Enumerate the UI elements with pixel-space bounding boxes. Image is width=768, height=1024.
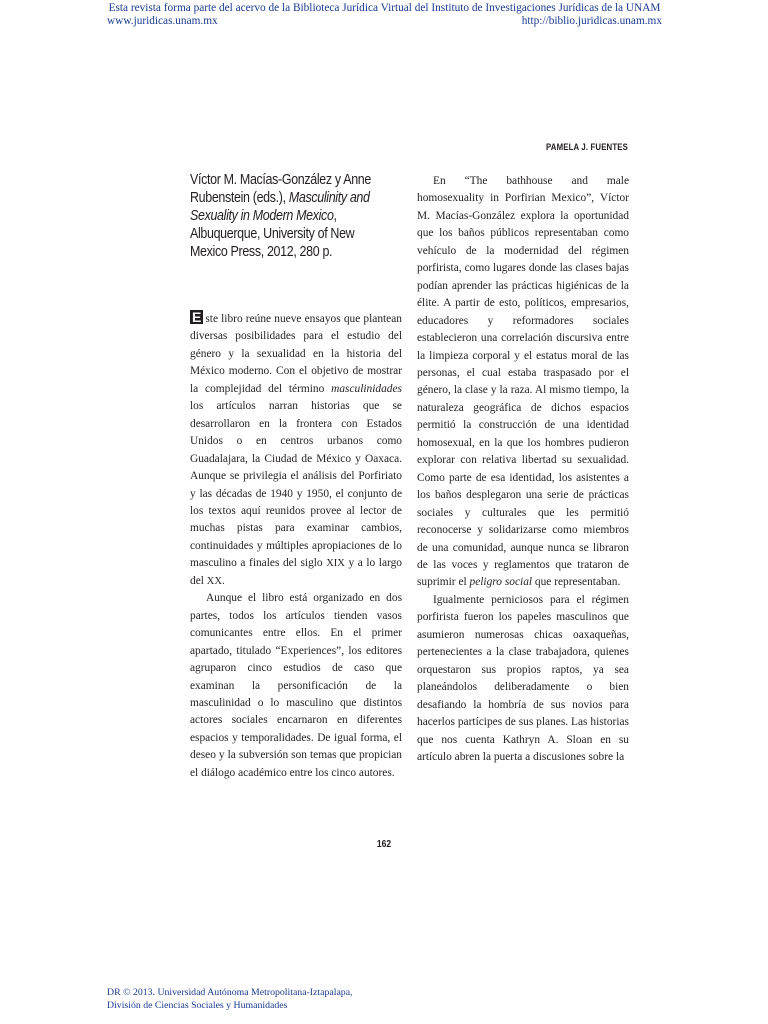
italic-term: peligro social: [469, 576, 533, 589]
footer-line-1: DR © 2013. Universidad Autónoma Metropolitana-Iztapalapa,: [107, 987, 353, 998]
left-column: [190, 310, 402, 782]
text-run: .: [221, 574, 225, 587]
book-publication: , Albuquerque, University of New Mexico Press, 2012, 280 p.: [190, 208, 355, 260]
right-paragraph-2: Igualmente perniciosos para el régimen porfirista fueron los papeles masculinos que asumieron numerosas chicas oaxaqueñas, pertenecientes a la clase trabajadora, quienes orquestaron sus propios raptos, ya sea planeándolos deliberadamente o bien desafiando la hombría de sus novios para hacerlos partícipes de sus planes. Las historias que nos cuenta Kathryn A. Sloan en su artículo abren la puerta a discusiones sobre la: [417, 593, 629, 763]
right-paragraph-1: [417, 173, 629, 592]
right-column: [417, 173, 629, 766]
italic-term: masculinidades: [331, 382, 402, 395]
page-number: 162: [376, 839, 392, 850]
book-title: Masculinity and Sexuality in Modern Mexico: [190, 190, 370, 224]
century-numeral: XX: [206, 575, 222, 587]
left-paragraph-2: Aunque el libro está organizado en dos partes, todos los artículos tienden vasos comunicantes entre ellos. En el primer apartado, titulado “Experiences”, los editores agruparon cinco estudios de caso que examinan la personificación de la masculinidad o lo masculino que distintos actores sociales encarnaron en diferentes espacios y temporalidades. De igual forma, el deseo y la subversión son temas que propician el diálogo académico entre los cinco autores.: [190, 592, 402, 779]
book-authors: Víctor M. Macías-González y Anne Rubenstein (eds.),: [190, 172, 371, 206]
century-numeral: XIX: [326, 558, 345, 570]
repository-banner: [107, 2, 662, 28]
juridicas-link[interactable]: www.juridicas.unam.mx: [107, 15, 218, 27]
collection-note: Esta revista forma parte del acervo de la Biblioteca Jurídica Virtual del Instituto de Investigaciones Jurídicas de la UNAM: [108, 2, 661, 14]
text-run: que representaban.: [532, 576, 621, 589]
text-run: En “The bathhouse and male homosexuality in Porfirian Mexico”, Víctor M. Macías-González explora la oportunidad que los baños públicos representaban como vehículo de la modernidad del régimen porfirista, como lugares donde las clases bajas podían aprender las prácticas higiénicas de la élite. A partir de esto, políticos, empresarios, educadores y reformadores sociales establecieron una correlación discursiva entre la limpieza corporal y el estatus moral de las personas, el cual estaba traspasado por el género, la clase y la raza. Al mismo tiempo, la naturaleza geográfica de dichos espacios permitió la construcción de una identidad homosexual, en la que los hombres pudieron explorar con relativa libertad su sexualidad. Como parte de esa identidad, los asistentes a los baños desplegaron una serie de prácticas sociales y culturales que les permitió reconocerse y solidarizarse como miembros de una comunidad, aunque nunca se libraron de las voces y reglamentos que trataron de suprimir el: [417, 175, 629, 589]
text-run: y a lo largo del: [190, 557, 402, 587]
left-paragraph-1: [190, 310, 402, 590]
text-run: ste libro reúne nueve ensayos que plantean diversas posibilidades para el estudio del género y la sexualidad en la historia del México moderno. Con el objetivo de mostrar la complejidad del término: [190, 313, 402, 395]
running-head-author: PAMELA J. FUENTES: [546, 142, 628, 153]
biblio-link[interactable]: http://biblio.juridicas.unam.mx: [521, 15, 662, 27]
drop-cap: E: [192, 309, 202, 325]
text-run: los artículos narran historias que se desarrollaron en la frontera con Estados Unidos o en centros urbanos como Guadalajara, la Ciudad de México y Oaxaca. Aunque se privilegia el análisis del Porfiriato y las décadas de 1940 y 1950, el conjunto de los textos aquí reunidos provee al lector de muchas pistas para examinar cambios, continuidades y múltiples apropiaciones de lo masculino a finales del siglo: [190, 400, 402, 570]
book-reference: [190, 171, 384, 261]
copyright-footer: [107, 987, 353, 1012]
footer-line-2: División de Ciencias Sociales y Humanidades: [107, 999, 288, 1011]
